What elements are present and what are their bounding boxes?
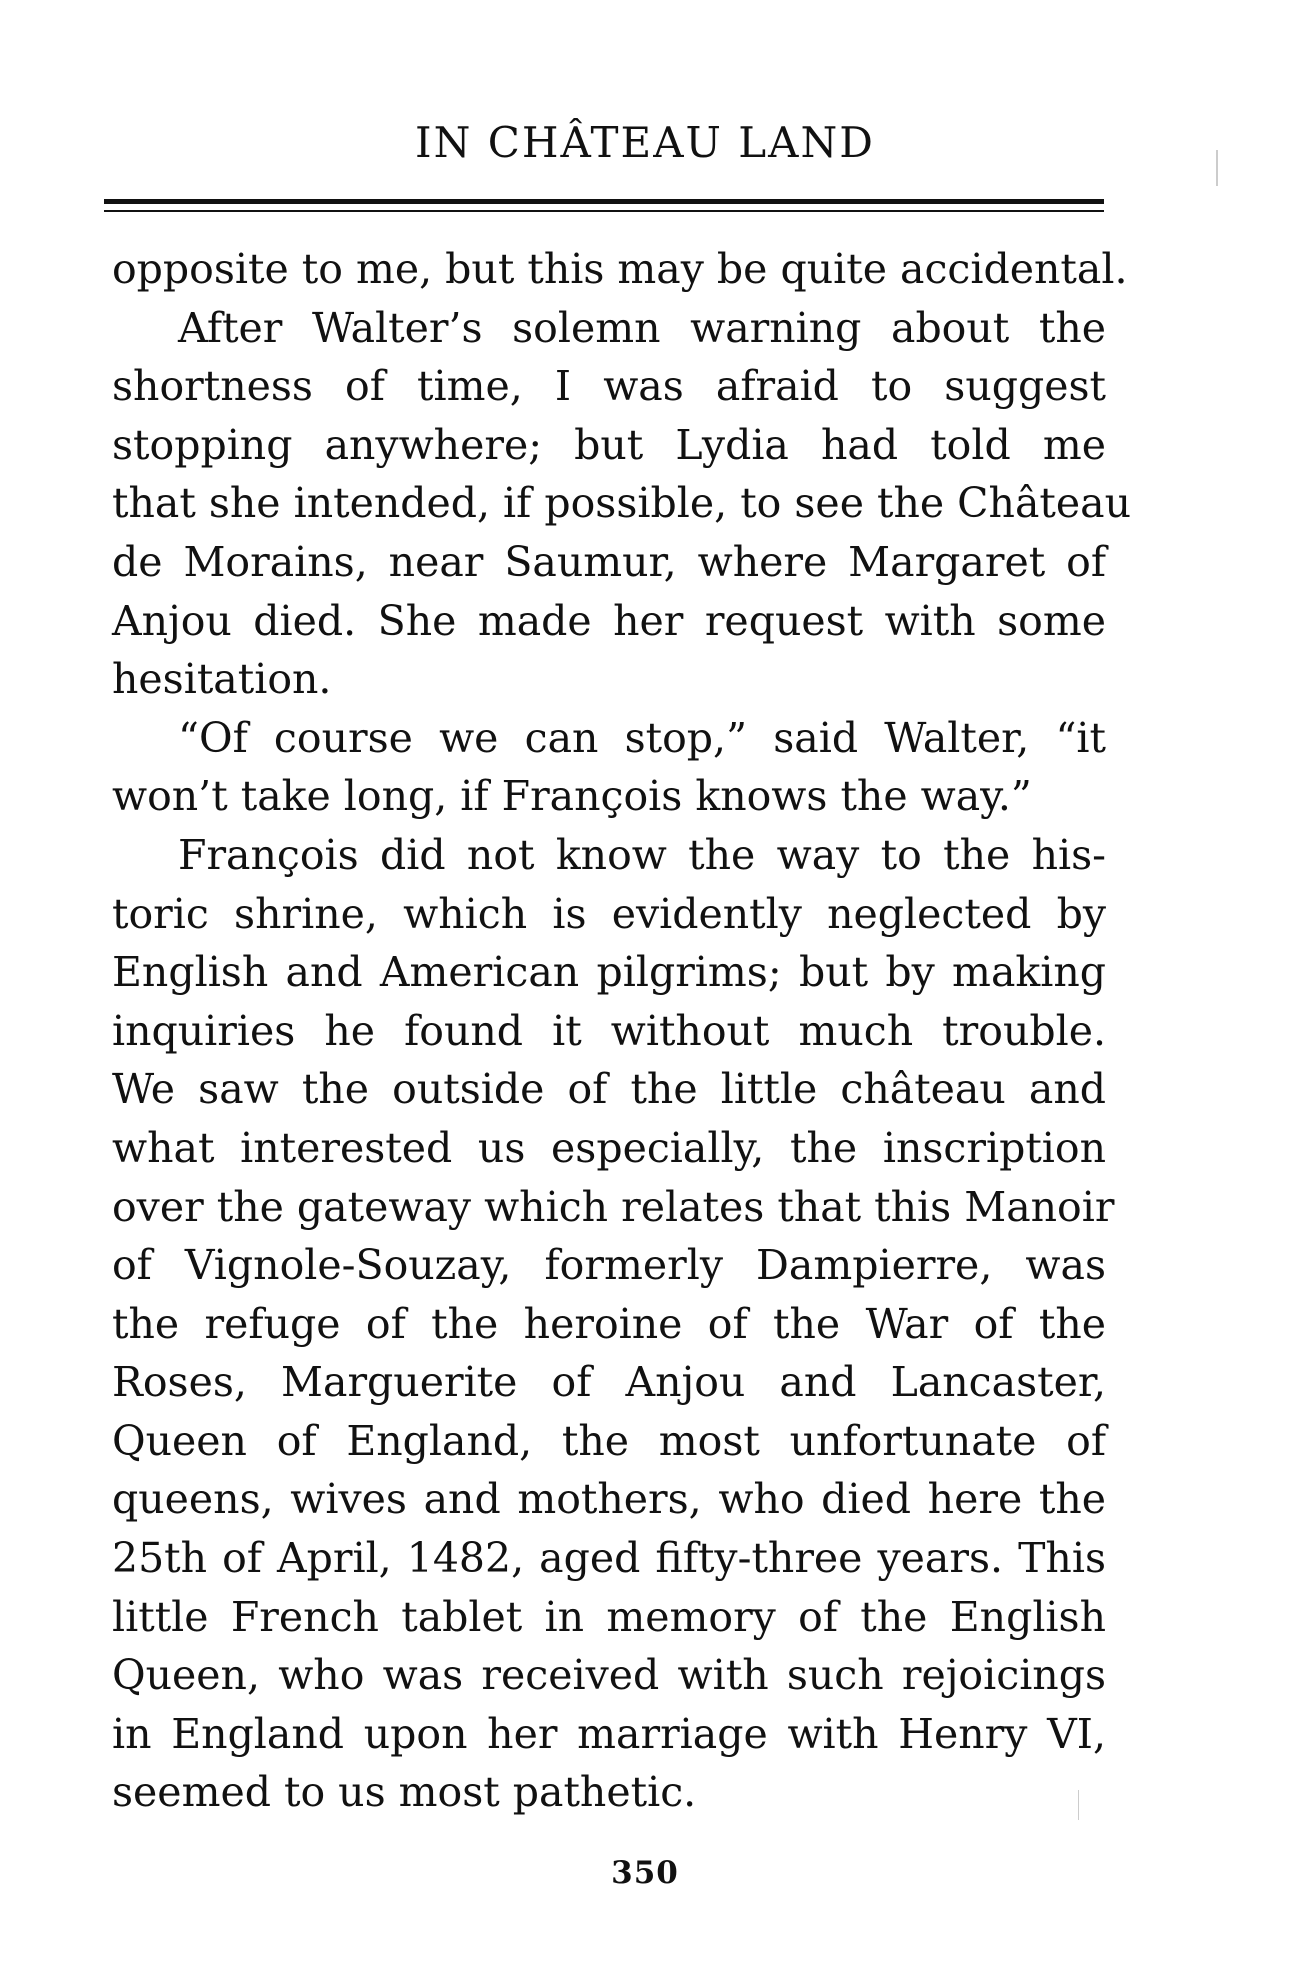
text-line: 25th of April, 1482, aged fifty-three years. This: [112, 1534, 1106, 1583]
text-line: opposite to me, but this may be quite accidental.: [112, 245, 1128, 293]
text-line: inquiries he found it without much trouble.: [112, 1006, 1106, 1055]
text-line: Queen, who was received with such rejoicings: [112, 1651, 1106, 1700]
running-head: IN CHÂTEAU LAND: [415, 118, 875, 167]
text-line: little French tablet in memory of the English: [112, 1592, 1106, 1641]
text-line: Queen of England, the most unfortunate of: [112, 1416, 1106, 1465]
text-line: toric shrine, which is evidently neglected by: [112, 889, 1106, 938]
scan-edge-mark: [1078, 1790, 1079, 1820]
text-line: English and American pilgrims; but by making: [112, 948, 1106, 997]
text-line: that she intended, if possible, to see the Château: [112, 479, 1131, 528]
paragraph-first-line: “Of course we can stop,” said Walter, “it: [178, 713, 1106, 762]
paragraph-last-line: won’t take long, if François knows the way.”: [112, 772, 1032, 821]
scan-edge-mark: [1216, 150, 1218, 186]
text-line: in England upon her marriage with Henry VI,: [112, 1709, 1106, 1758]
text-line: of Vignole-Souzay, formerly Dampierre, was: [112, 1241, 1106, 1290]
text-line: the refuge of the heroine of the War of the: [112, 1299, 1106, 1348]
paragraph-last-line: seemed to us most pathetic.: [112, 1768, 697, 1817]
text-line: shortness of time, I was afraid to suggest: [112, 362, 1106, 411]
text-line: queens, wives and mothers, who died here the: [112, 1475, 1106, 1524]
text-line: what interested us especially, the inscription: [112, 1123, 1106, 1172]
paragraph-first-line: François did not know the way to the his-: [178, 830, 1106, 879]
text-line: Roses, Marguerite of Anjou and Lancaster,: [112, 1358, 1106, 1407]
paragraph-last-line: hesitation.: [112, 655, 332, 704]
text-line: de Morains, near Saumur, where Margaret of: [112, 537, 1106, 586]
page-number: 350: [611, 1855, 679, 1891]
text-line: Anjou died. She made her request with some: [112, 596, 1106, 645]
text-line: over the gateway which relates that this Manoir: [112, 1182, 1115, 1231]
text-line: We saw the outside of the little château and: [112, 1065, 1106, 1114]
header-rule-thick: [104, 199, 1104, 204]
header-rule-thin: [104, 210, 1104, 212]
body-text: [112, 240, 1131, 1822]
paragraph-first-line: After Walter’s solemn warning about the: [178, 303, 1106, 352]
text-line: stopping anywhere; but Lydia had told me: [112, 420, 1106, 469]
